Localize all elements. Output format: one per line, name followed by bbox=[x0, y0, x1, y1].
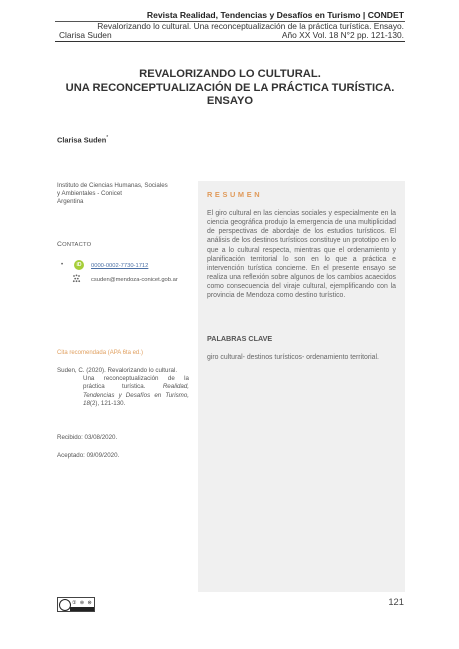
contact-bullet: • bbox=[61, 262, 64, 268]
title-line-1: REVALORIZANDO LO CULTURAL. bbox=[139, 68, 321, 80]
cc-bar bbox=[70, 607, 94, 611]
accepted-date: Aceptado: 09/09/2020. bbox=[57, 452, 120, 459]
affiliation-line-2: y Ambientales - Conicet bbox=[57, 190, 122, 198]
orcid-link[interactable]: 0000-0002-7730-1712 bbox=[91, 263, 149, 269]
citation-volume: 18 bbox=[83, 399, 90, 407]
citation-heading: Cita recomendada (APA 6ta ed.) bbox=[57, 350, 143, 356]
orcid-icon-label: iD bbox=[76, 262, 82, 268]
affiliation-line-1: Instituto de Ciencias Humanas, Sociales bbox=[57, 182, 168, 189]
author-name bbox=[57, 135, 108, 144]
title-line-3: ENSAYO bbox=[206, 95, 254, 107]
contact-heading-cap: C bbox=[57, 241, 63, 248]
author-footnote-mark: * bbox=[106, 135, 109, 141]
abstract-text: El giro cultural en las ciencias sociales y especialmente en la ciencia geográfica produjo la emergencia de una multiplicidad de perspectivas de abordaje de los estudios turísticos. El análisis de los destinos turísticos constituye un prototipo en lo que a lo cultural respecta, mientras que el ordenamiento y planificación territorial lo son en lo que a práctica e intervención turística concierne. En el presente ensayo se realiza una reflexión sobre algunos de los cambios acaecidos como consecuencia del viraje cultural, ejemplificando con la provincia de Mendoza como destino turístico. bbox=[207, 210, 396, 300]
running-header-article: Revalorizando lo cultural. Una reconceptualización de la práctica turística. Ensayo. bbox=[97, 21, 404, 31]
running-header-volume: Año XX Vol. 18 N°2 pp. 121-130. bbox=[281, 30, 404, 40]
contact-heading-rest: ONTACTO bbox=[62, 242, 92, 248]
citation-title-text: Una reconceptualización de la práctica turística. bbox=[83, 375, 189, 391]
email-text: csuden@mendoza-conicet.gob.ar bbox=[91, 277, 178, 283]
citation-first-line: Suden, C. (2020). Revalorizando lo cultural. bbox=[57, 367, 178, 374]
orcid-icon bbox=[74, 260, 84, 270]
citation-journal: Realidad, Tendencias y Desafíos en Turismo, bbox=[83, 383, 189, 399]
received-date: Recibido: 03/08/2020. bbox=[57, 434, 118, 441]
contact-heading bbox=[57, 241, 91, 248]
citation-issue-pages: (2), 121-130. bbox=[89, 399, 126, 407]
affiliation-line-3: Argentina bbox=[57, 198, 84, 206]
author-name-text: Clarisa Suden bbox=[57, 135, 107, 145]
header-divider-bottom bbox=[55, 41, 405, 42]
cc-terms-icons: ① ⊜ ⊜ bbox=[72, 600, 93, 606]
creative-commons-icon bbox=[57, 597, 95, 612]
running-header-journal: Revista Realidad, Tendencias y Desafíos en Turismo | CONDET bbox=[146, 10, 404, 20]
citation-body bbox=[57, 367, 189, 408]
email-icon bbox=[72, 274, 86, 283]
running-header-author: Clarisa Suden bbox=[59, 30, 112, 40]
keywords-text: giro cultural- destinos turísticos- ordenamiento territorial. bbox=[207, 354, 379, 361]
affiliation bbox=[57, 182, 187, 207]
title-line-2: UNA RECONCEPTUALIZACIÓN DE LA PRÁCTICA TURÍSTICA. bbox=[65, 81, 395, 94]
page-number: 121 bbox=[388, 596, 404, 607]
citation-continuation bbox=[57, 375, 189, 408]
article-title bbox=[40, 68, 420, 109]
keywords-heading: PALABRAS CLAVE bbox=[207, 334, 273, 343]
abstract-heading: RESUMEN bbox=[207, 190, 263, 199]
